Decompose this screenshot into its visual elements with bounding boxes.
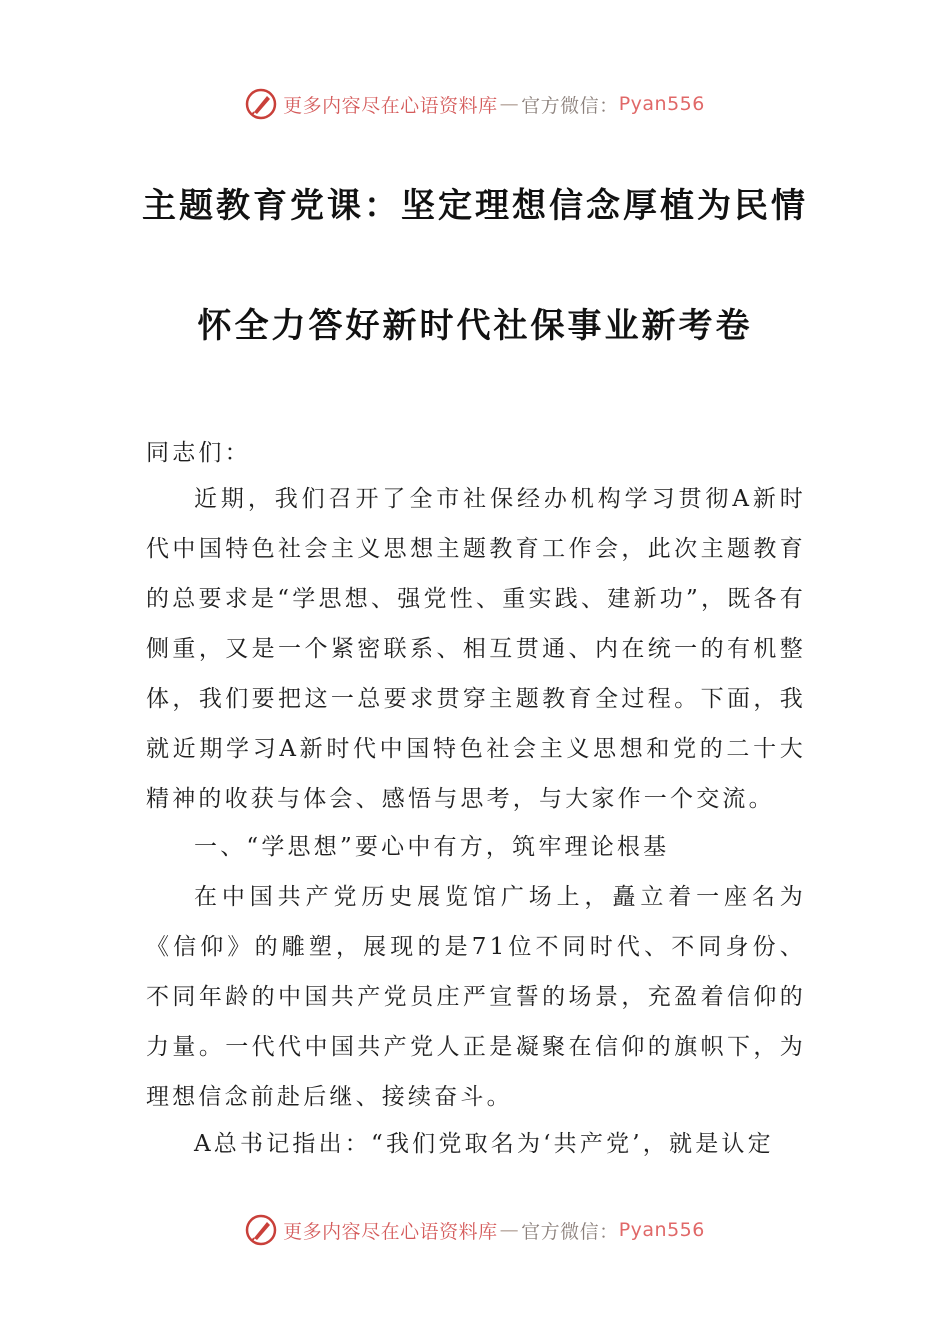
quill-logo-icon xyxy=(245,1214,277,1246)
watermark-wechat-id: Pyan556 xyxy=(618,1219,705,1241)
paragraph-sculpture: 在中国共产党历史展览馆广场上，矗立着一座名为《信仰》的雕塑，展现的是71位不同时代、不同身份、不同年龄的中国共产党员庄严宣誓的场景，充盈着信仰的力量。一代代中国共产党人正是凝聚在信仰的旗帜下，为理想信念前赴后继、接续奋斗。 xyxy=(146,884,806,1110)
quill-logo-icon xyxy=(245,88,277,120)
footer-watermark xyxy=(0,1210,950,1250)
watermark-text: 更多内容尽在心语资料库 xyxy=(283,94,498,117)
watermark-wechat-id: Pyan556 xyxy=(618,93,705,115)
watermark-official-label: 官方微信： xyxy=(521,94,619,117)
watermark-separator: — xyxy=(499,93,520,115)
watermark-text: 更多内容尽在心语资料库 xyxy=(283,1220,498,1243)
paragraph-quote: A总书记指出：“我们党取名为‘共产党’，就是认定 xyxy=(194,1131,774,1157)
salutation: 同志们： xyxy=(146,440,251,466)
section-heading-1: 一、“学思想”要心中有方，筑牢理论根基 xyxy=(194,834,670,860)
watermark-official-label: 官方微信： xyxy=(521,1220,619,1243)
document-title-line-2: 怀全力答好新时代社保事业新考卷 xyxy=(197,306,753,346)
header-watermark xyxy=(0,84,950,124)
paragraph-intro: 近期，我们召开了全市社保经办机构学习贯彻A新时代中国特色社会主义思想主题教育工作会，此次主题教育的总要求是“学思想、强党性、重实践、建新功”，既各有侧重，又是一个紧密联系、相互贯通、内在统一的有机整体，我们要把这一总要求贯穿主题教育全过程。下面，我就近期学习A新时代中国特色社会主义思想和党的二十大精神的收获与体会、感悟与思考，与大家作一个交流。 xyxy=(146,486,806,812)
document-title-line-1: 主题教育党课：坚定理想信念厚植为民情 xyxy=(142,186,808,226)
watermark-separator: — xyxy=(499,1219,520,1241)
